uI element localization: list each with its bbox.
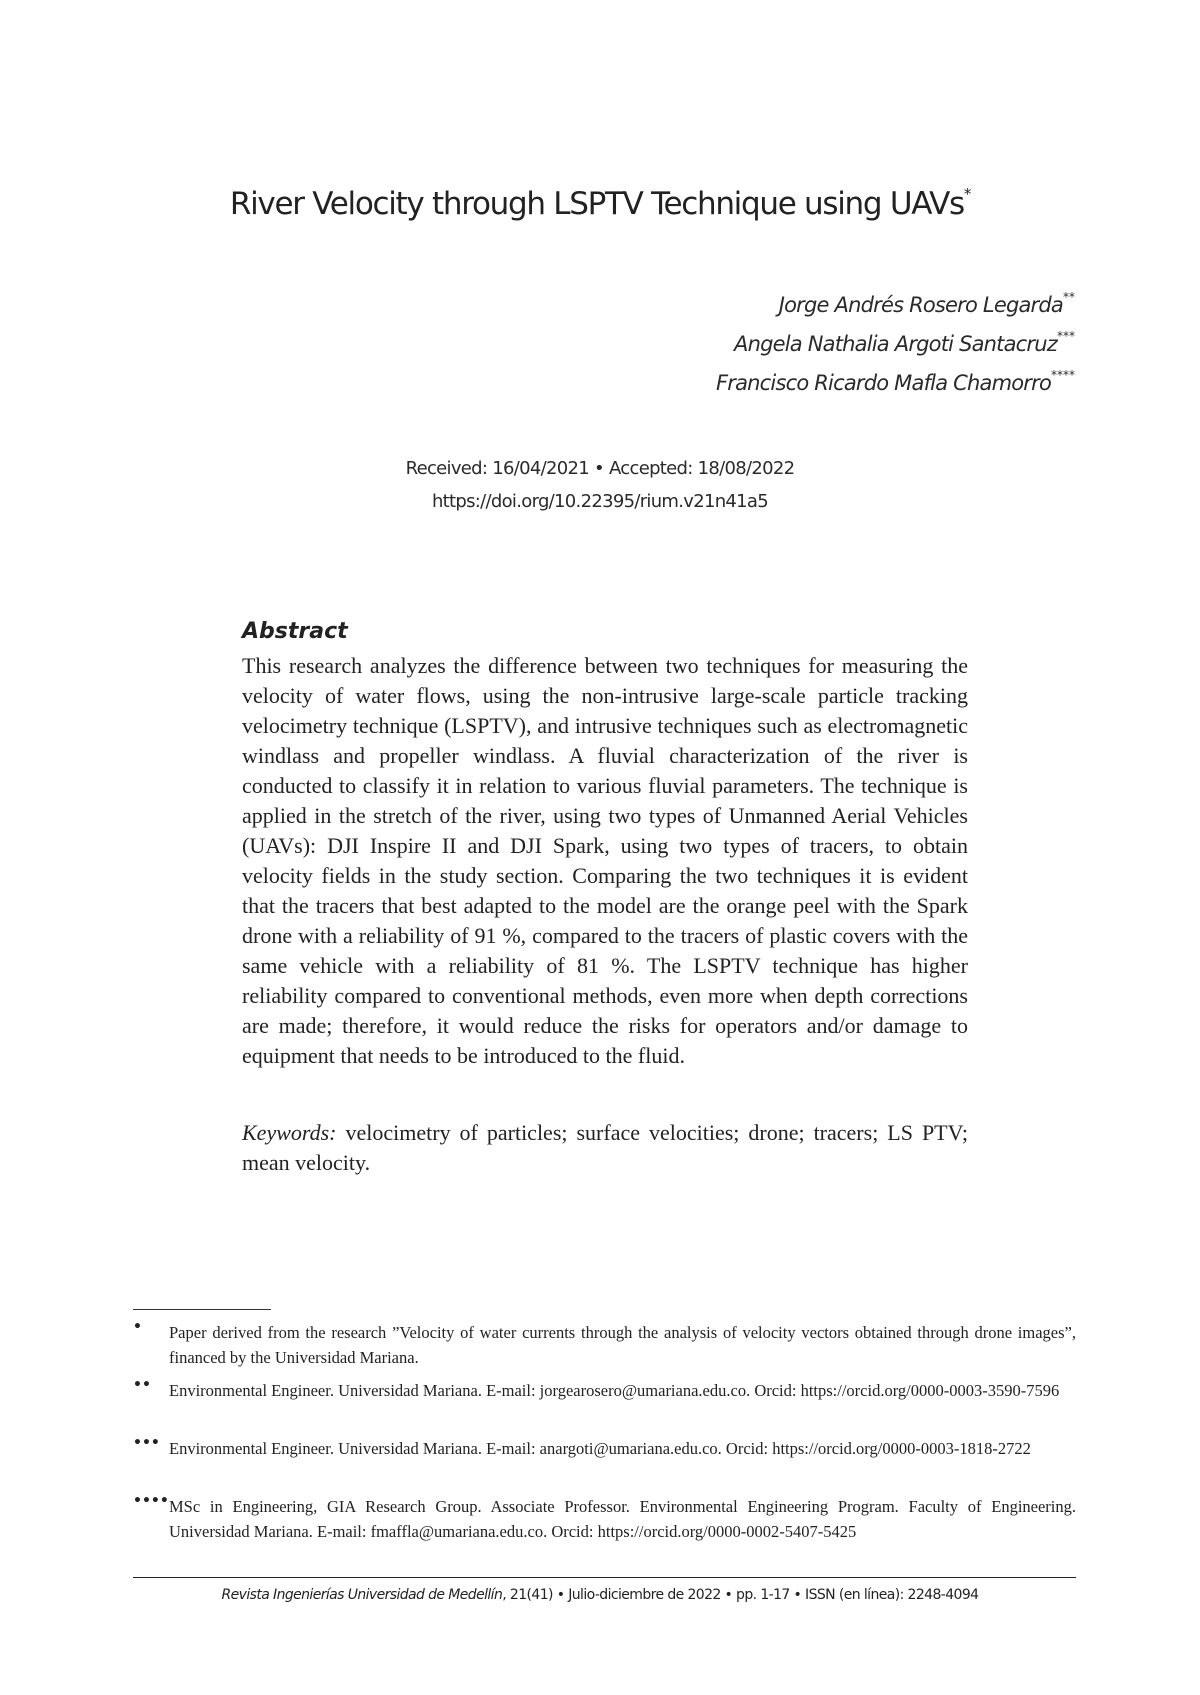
journal-name: Revista Ingenierías Universidad de Medellín <box>221 1587 503 1603</box>
footnote-separator <box>133 1309 271 1310</box>
keywords-text: velocimetry of particles; surface velocities; drone; tracers; LS PTV; mean velocity. <box>242 1120 968 1175</box>
publication-dates <box>0 452 1200 518</box>
footnote-mark: • <box>133 1319 142 1335</box>
footnote-text: MSc in Engineering, GIA Research Group. Associate Professor. Environmental Engineering Program. Faculty of Engineering. Universidad Mariana. E-mail: fmaffla@umariana.edu.co. Orcid: https://orcid.org/0000-0002-5407-5425 <box>169 1497 1076 1541</box>
footnote-mark: •••• <box>133 1493 169 1509</box>
abstract-body: This research analyzes the difference between two techniques for measuring the velocity of water flows, using the non-intrusive large-scale particle tracking velocimetry technique (LSPTV), and intrusive techniques such as electromagnetic windlass and propeller windlass. A fluvial characterization of the river is conducted to classify it in relation to various fluvial parameters. The technique is applied in the stretch of the river, using two types of Unmanned Aerial Vehicles (UAVs): DJI Inspire II and DJI Spark, using two types of tracers, to obtain velocity fields in the study section. Comparing the two techniques it is evident that the tracers that best adapted to the model are the orange peel with the Spark drone with a reliability of 91 %, compared to the tracers of plastic covers with the same vehicle with a reliability of 81 %. The LSPTV technique has higher reliability compared to conventional methods, even more when depth corrections are made; therefore, it would reduce the risks for operators and/or damage to equipment that needs to be introduced to the fluid. <box>242 653 968 1068</box>
author-list <box>716 283 1075 400</box>
author-3 <box>716 361 1075 400</box>
footnote-text: Environmental Engineer. Universidad Mariana. E-mail: jorgearosero@umariana.edu.co. Orcid: https://orcid.org/0000-0003-3590-7596 <box>169 1381 1060 1400</box>
footnote-text: Paper derived from the research ”Velocity of water currents through the analysis of velocity vectors obtained through drone images”, financed by the Universidad Mariana. <box>169 1323 1076 1367</box>
paper-title <box>0 186 1200 222</box>
keywords-label: Keywords: <box>242 1120 337 1145</box>
author-2 <box>716 322 1075 361</box>
paper-title-text: River Velocity through LSPTV Technique using UAVs <box>229 186 964 222</box>
journal-details: , 21(41) • Julio-diciembre de 2022 • pp. 1-17 • ISSN (en línea): 2248-4094 <box>502 1587 979 1603</box>
received-accepted-line: Received: 16/04/2021 • Accepted: 18/08/2022 <box>405 458 795 479</box>
journal-footer <box>0 1587 1200 1603</box>
author-name: Angela Nathalia Argoti Santacruz <box>734 332 1057 356</box>
footnote-4 <box>133 1494 1076 1544</box>
footnote-mark: •• <box>133 1377 151 1393</box>
keywords <box>242 1118 968 1178</box>
author-footnote-mark: ** <box>1063 290 1075 304</box>
footnote-1 <box>133 1320 1076 1370</box>
footnote-3 <box>133 1436 1076 1461</box>
abstract-heading: Abstract <box>242 619 348 644</box>
author-name: Francisco Ricardo Mafla Chamorro <box>715 371 1051 395</box>
footnote-2 <box>133 1378 1076 1403</box>
author-1 <box>716 283 1075 322</box>
author-footnote-mark: *** <box>1057 329 1075 343</box>
author-footnote-mark: **** <box>1051 368 1075 382</box>
footnote-text: Environmental Engineer. Universidad Mariana. E-mail: anargoti@umariana.edu.co. Orcid: https://orcid.org/0000-0003-1818-2722 <box>169 1439 1031 1458</box>
footer-rule <box>133 1577 1076 1578</box>
author-name: Jorge Andrés Rosero Legarda <box>778 293 1063 317</box>
doi-link[interactable]: https://doi.org/10.22395/rium.v21n41a5 <box>431 491 769 512</box>
title-footnote-mark: * <box>963 184 971 203</box>
footnote-mark: ••• <box>133 1435 160 1451</box>
